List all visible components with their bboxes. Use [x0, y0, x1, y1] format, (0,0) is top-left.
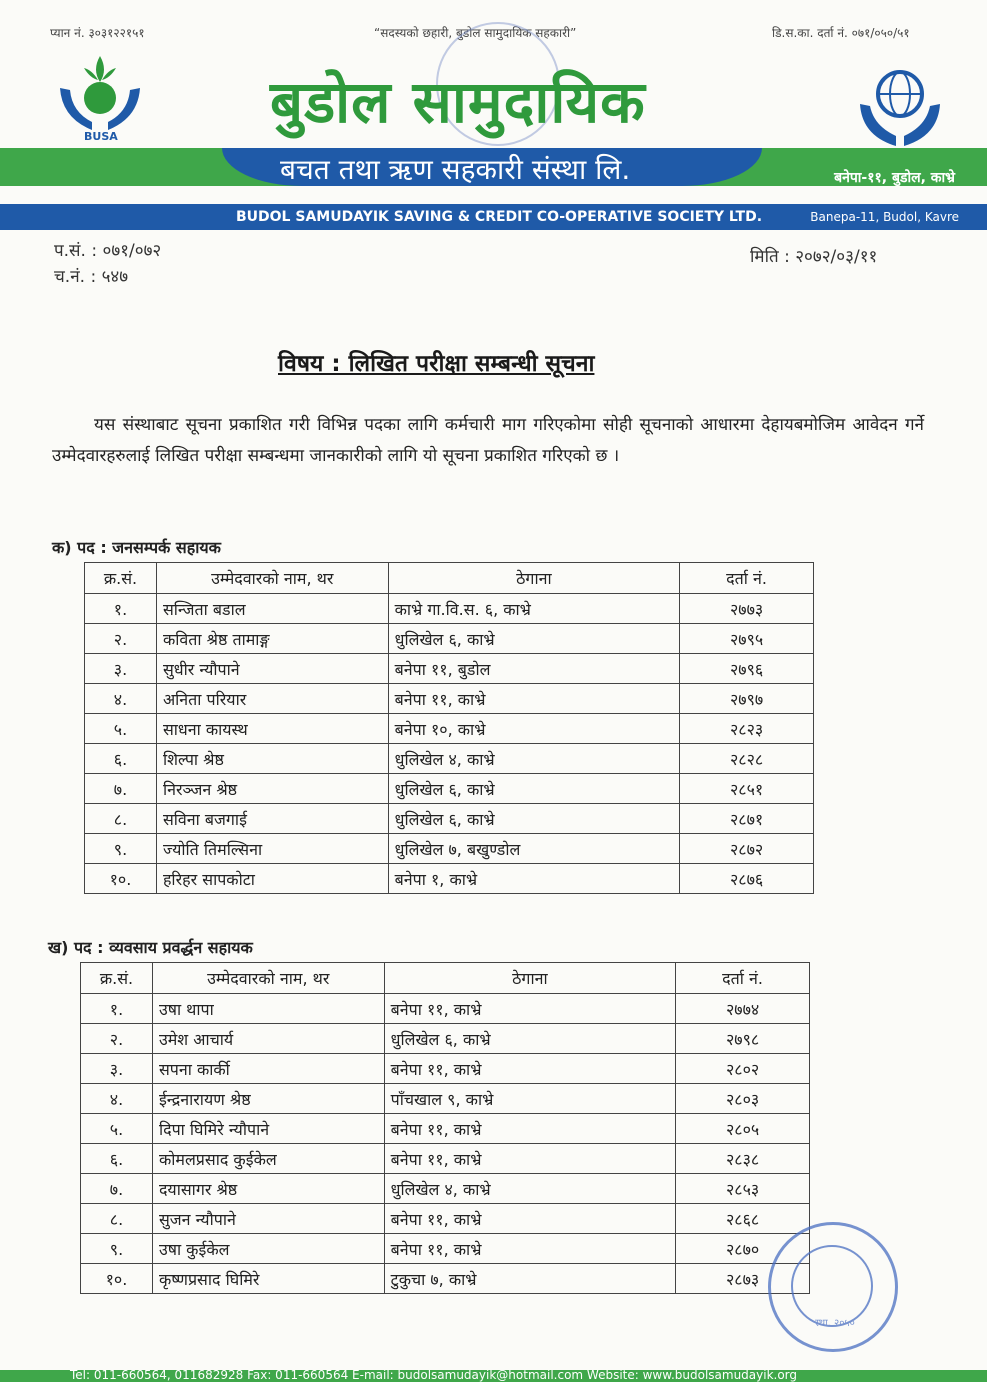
cell-name: सन्जिता बडाल: [156, 594, 388, 624]
cell-name: शिल्पा श्रेष्ठ: [156, 744, 388, 774]
cell-name: कोमलप्रसाद कुईकेल: [152, 1144, 384, 1174]
col-sn: क्र.सं.: [81, 963, 153, 994]
cell-sn: ८.: [85, 804, 157, 834]
table-row: [85, 624, 814, 654]
registration-number: डि.स.का. दर्ता नं. ०७१/०५०/५१: [772, 26, 910, 40]
dispatch-number: च.नं. : ५४७: [54, 267, 129, 287]
cell-sn: ६.: [81, 1144, 153, 1174]
cell-address: बनेपा ११, बुडोल: [388, 654, 680, 684]
cell-reg: २८७२: [680, 834, 814, 864]
table-row: [81, 1114, 810, 1144]
col-name: उम्मेदवारको नाम, थर: [152, 963, 384, 994]
cell-sn: ४.: [85, 684, 157, 714]
cell-reg: २८२८: [680, 744, 814, 774]
table-row: [81, 1054, 810, 1084]
motto: “सदस्यको छहारी, बुडोल सामुदायिक सहकारी”: [374, 26, 577, 40]
cell-sn: २.: [81, 1024, 153, 1054]
table-row: [85, 744, 814, 774]
cell-address: काभ्रे गा.वि.स. ६, काभ्रे: [388, 594, 680, 624]
cell-sn: ५.: [81, 1114, 153, 1144]
notice-body: [52, 410, 924, 472]
cell-address: धुलिखेल ४, काभ्रे: [384, 1174, 676, 1204]
cell-sn: ७.: [81, 1174, 153, 1204]
cell-sn: १.: [85, 594, 157, 624]
cell-name: उमेश आचार्य: [152, 1024, 384, 1054]
letter-date: मिति : २०७२/०३/११: [750, 247, 878, 267]
table-row: [81, 1024, 810, 1054]
cell-name: सविना बजगाई: [156, 804, 388, 834]
footer-contact: Tel: 011-660564, 011682928 Fax: 011-660564 E-mail: budolsamudayik@hotmail.com Website: www.budolsamudayik.org: [70, 1370, 798, 1382]
table-header-row: [81, 963, 810, 994]
address-np: बनेपा-११, बुडोल, काभ्रे: [834, 170, 955, 186]
org-name-np: बुडोल सामुदायिक: [270, 68, 646, 136]
cell-address: धुलिखेल ७, बखुण्डोल: [388, 834, 680, 864]
pan-number: प्यान नं. ३०३१२२१५१: [50, 26, 145, 40]
org-subtitle-np: बचत तथा ऋण सहकारी संस्था लि.: [280, 153, 631, 186]
cell-sn: ८.: [81, 1204, 153, 1234]
cell-name: सुधीर न्यौपाने: [156, 654, 388, 684]
table-row: [85, 594, 814, 624]
table-row: [85, 714, 814, 744]
cell-reg: २७९५: [680, 624, 814, 654]
table-row: [81, 1264, 810, 1294]
notice-body-text: यस संस्थाबाट सूचना प्रकाशित गरी विभिन्न पदका लागि कर्मचारी माग गरिएकोमा सोही सूचनाको आधारमा देहायबमोजिम आवेदन गर्ने उम्मेदवारहरुलाई लिखित परीक्षा सम्बन्धमा जानकारीको लागि यो सूचना प्रकाशित गरिएको छ ।: [52, 415, 924, 466]
cell-name: ज्योति तिमल्सिना: [156, 834, 388, 864]
logo-caption: BUSA: [84, 130, 118, 143]
cell-reg: २८५३: [676, 1174, 810, 1204]
section-b-heading: ख) पद : व्यवसाय प्रवर्द्धन सहायक: [48, 938, 253, 957]
cell-name: साधना कायस्थ: [156, 714, 388, 744]
table-row: [81, 994, 810, 1024]
cell-sn: ७.: [85, 774, 157, 804]
cell-reg: २८०५: [676, 1114, 810, 1144]
table-row: [81, 1144, 810, 1174]
cell-address: बनेपा ११, काभ्रे: [384, 994, 676, 1024]
cell-reg: २८७०: [676, 1234, 810, 1264]
cell-name: निरञ्जन श्रेष्ठ: [156, 774, 388, 804]
cell-sn: १०.: [81, 1264, 153, 1294]
cell-reg: २७७३: [680, 594, 814, 624]
table-header-row: [85, 563, 814, 594]
section-a-heading: क) पद : जनसम्पर्क सहायक: [52, 538, 221, 557]
cell-address: टुकुचा ७, काभ्रे: [384, 1264, 676, 1294]
table-row: [85, 804, 814, 834]
cell-name: ईन्द्रनारायण श्रेष्ठ: [152, 1084, 384, 1114]
cell-reg: २७७४: [676, 994, 810, 1024]
letter-number: प.सं. : ०७१/०७२: [54, 241, 162, 261]
cell-name: कविता श्रेष्ठ तामाङ्ग: [156, 624, 388, 654]
cell-reg: २८७१: [680, 804, 814, 834]
cell-name: सपना कार्की: [152, 1054, 384, 1084]
cell-address: धुलिखेल ६, काभ्रे: [388, 624, 680, 654]
cell-reg: २८६८: [676, 1204, 810, 1234]
table-row: [81, 1174, 810, 1204]
cell-sn: ६.: [85, 744, 157, 774]
address-en: Banepa-11, Budol, Kavre: [810, 210, 959, 224]
table-row: [85, 774, 814, 804]
cell-address: बनेपा ११, काभ्रे: [384, 1054, 676, 1084]
cell-reg: २७९७: [680, 684, 814, 714]
table-row: [81, 1084, 810, 1114]
cell-sn: १.: [81, 994, 153, 1024]
section-b-table: [80, 962, 810, 1294]
cell-address: धुलिखेल ४, काभ्रे: [388, 744, 680, 774]
english-band: [0, 204, 987, 230]
cell-reg: २८२३: [680, 714, 814, 744]
table-row: [85, 684, 814, 714]
cell-address: बनेपा ११, काभ्रे: [384, 1204, 676, 1234]
globe-hands-logo: [852, 60, 948, 156]
cell-reg: २८०३: [676, 1084, 810, 1114]
cell-name: दयासागर श्रेष्ठ: [152, 1174, 384, 1204]
col-reg: दर्ता नं.: [676, 963, 810, 994]
cell-reg: २७९६: [680, 654, 814, 684]
cell-name: उषा थापा: [152, 994, 384, 1024]
cell-reg: २८०२: [676, 1054, 810, 1084]
col-address: ठेगाना: [388, 563, 680, 594]
official-seal: [768, 1222, 898, 1352]
footer-band: [0, 1370, 987, 1382]
cell-address: बनेपा १०, काभ्रे: [388, 714, 680, 744]
table-row: [85, 654, 814, 684]
cell-sn: २.: [85, 624, 157, 654]
cell-reg: २८७६: [680, 864, 814, 894]
cell-address: बनेपा ११, काभ्रे: [388, 684, 680, 714]
col-reg: दर्ता नं.: [680, 563, 814, 594]
cell-sn: ५.: [85, 714, 157, 744]
seal-year: स्था. २०५०: [815, 1318, 855, 1329]
cell-name: सुजन न्यौपाने: [152, 1204, 384, 1234]
cell-name: दिपा घिमिरे न्यौपाने: [152, 1114, 384, 1144]
cell-address: बनेपा ११, काभ्रे: [384, 1114, 676, 1144]
col-sn: क्र.सं.: [85, 563, 157, 594]
cell-address: पाँचखाल ९, काभ्रे: [384, 1084, 676, 1114]
cell-name: हरिहर सापकोटा: [156, 864, 388, 894]
cell-sn: ९.: [85, 834, 157, 864]
cell-sn: ४.: [81, 1084, 153, 1114]
cell-address: धुलिखेल ६, काभ्रे: [388, 804, 680, 834]
cell-sn: ३.: [81, 1054, 153, 1084]
section-a-table: [84, 562, 814, 894]
cell-address: बनेपा ११, काभ्रे: [384, 1234, 676, 1264]
table-row: [81, 1234, 810, 1264]
table-row: [85, 864, 814, 894]
cell-address: बनेपा १, काभ्रे: [388, 864, 680, 894]
org-name-en: BUDOL SAMUDAYIK SAVING & CREDIT CO-OPERATIVE SOCIETY LTD.: [236, 209, 763, 225]
cell-address: बनेपा ११, काभ्रे: [384, 1144, 676, 1174]
cell-sn: ३.: [85, 654, 157, 684]
subject-heading: विषय : लिखित परीक्षा सम्बन्धी सूचना: [278, 351, 595, 377]
cell-sn: १०.: [85, 864, 157, 894]
cell-name: अनिता परियार: [156, 684, 388, 714]
table-row: [85, 834, 814, 864]
cell-sn: ९.: [81, 1234, 153, 1264]
cell-name: कृष्णप्रसाद घिमिरे: [152, 1264, 384, 1294]
cell-reg: २८५१: [680, 774, 814, 804]
table-row: [81, 1204, 810, 1234]
cell-reg: २७९८: [676, 1024, 810, 1054]
cell-reg: २८७३: [676, 1264, 810, 1294]
cell-reg: २८३८: [676, 1144, 810, 1174]
cell-address: धुलिखेल ६, काभ्रे: [384, 1024, 676, 1054]
cell-address: धुलिखेल ६, काभ्रे: [388, 774, 680, 804]
col-name: उम्मेदवारको नाम, थर: [156, 563, 388, 594]
cell-name: उषा कुईकेल: [152, 1234, 384, 1264]
busa-logo: [52, 48, 148, 144]
col-address: ठेगाना: [384, 963, 676, 994]
